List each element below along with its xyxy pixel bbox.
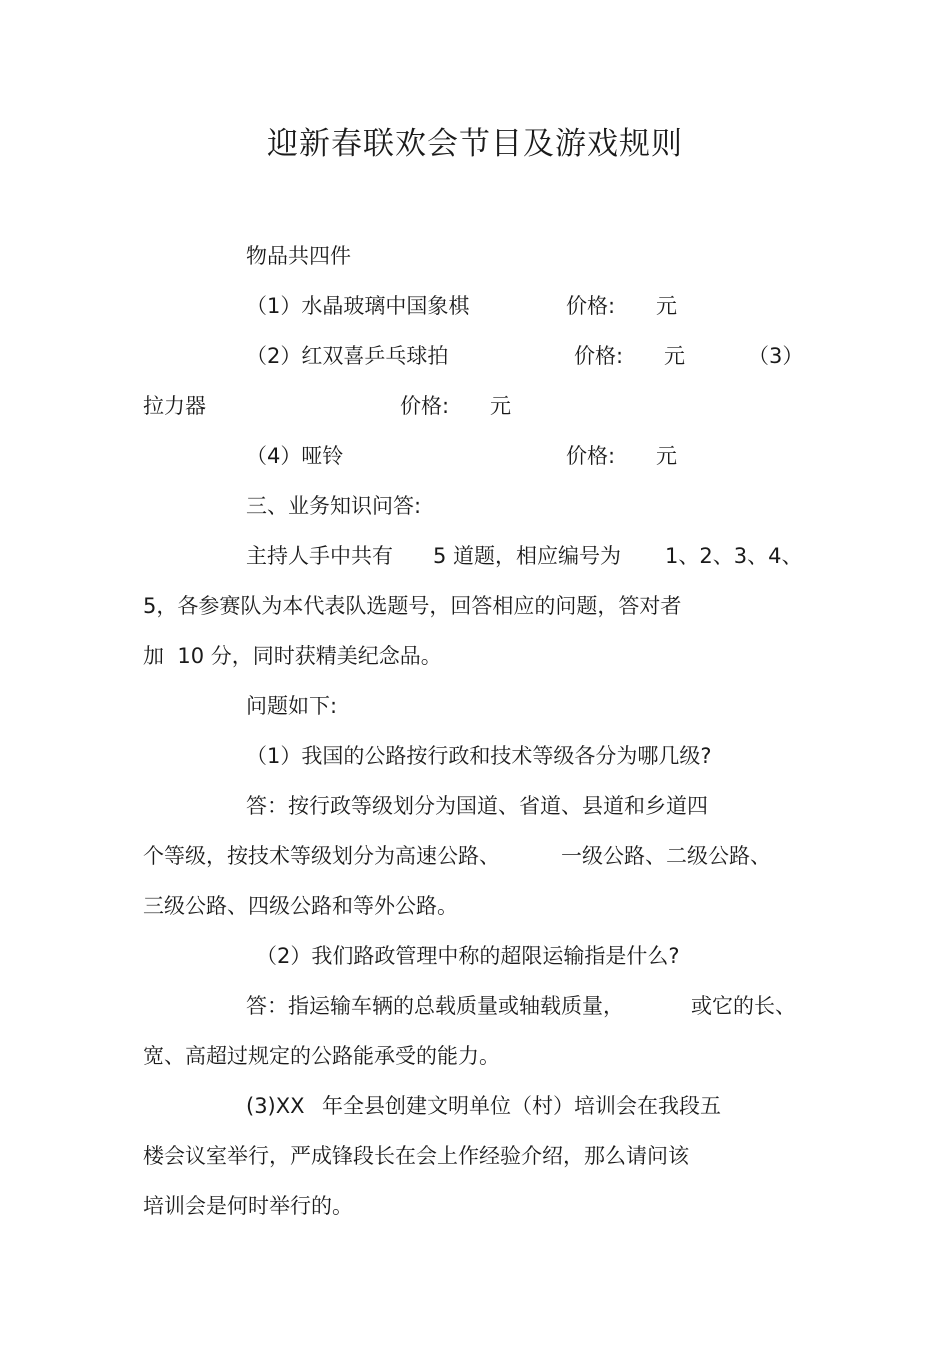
- rules-line-1b: 5 道题，相应编号为: [433, 544, 622, 568]
- rules-line-1a: 主持人手中共有: [246, 544, 393, 568]
- rules-line-3: 加 10 分，同时获精美纪念品。: [143, 644, 442, 668]
- question-3-line-2: 楼会议室举行，严成锋段长在会上作经验介绍，那么请问该: [143, 1144, 689, 1168]
- rules-line-1c: 1、2、3、4、: [665, 544, 803, 568]
- item-1-price-label: 价格:: [566, 294, 616, 318]
- item-2-label: （2）红双喜乒乓球拍: [246, 344, 449, 368]
- item-3-number: （3）: [748, 344, 804, 368]
- item-3-unit: 元: [490, 394, 511, 418]
- item-4-price-label: 价格:: [566, 444, 616, 468]
- item-4-unit: 元: [656, 444, 677, 468]
- items-heading: 物品共四件: [246, 244, 351, 268]
- question-3-line-1b: 年全县创建文明单位（村）培训会在我段五: [322, 1094, 721, 1118]
- answer-1-line-2a: 个等级，按技术等级划分为高速公路、: [143, 844, 500, 868]
- item-2-price-label: 价格:: [574, 344, 624, 368]
- answer-1-line-3: 三级公路、四级公路和等外公路。: [143, 894, 458, 918]
- item-1-label: （1）水晶玻璃中国象棋: [246, 294, 470, 318]
- answer-1-line-2b: 一级公路、二级公路、: [561, 844, 771, 868]
- question-1: （1）我国的公路按行政和技术等级各分为哪几级?: [246, 744, 712, 768]
- questions-heading: 问题如下:: [246, 694, 338, 718]
- answer-2-line-2: 宽、高超过规定的公路能承受的能力。: [143, 1044, 500, 1068]
- rules-line-2: 5，各参赛队为本代表队选题号，回答相应的问题，答对者: [143, 594, 682, 618]
- document-title: 迎新春联欢会节目及游戏规则: [267, 126, 683, 162]
- answer-2-line-1b: 或它的长、: [691, 994, 796, 1018]
- item-2-unit: 元: [664, 344, 685, 368]
- section-heading: 三、业务知识问答:: [246, 494, 422, 518]
- item-1-unit: 元: [656, 294, 677, 318]
- question-3-line-3: 培训会是何时举行的。: [143, 1194, 353, 1218]
- answer-2-line-1a: 答：指运输车辆的总载质量或轴载质量，: [246, 994, 624, 1018]
- question-3-line-1a: (3)XX: [246, 1094, 305, 1118]
- item-3-label: 拉力器: [143, 394, 206, 418]
- item-3-price-label: 价格:: [400, 394, 450, 418]
- item-4-label: （4）哑铃: [246, 444, 344, 468]
- question-2: （2）我们路政管理中称的超限运输指是什么?: [256, 944, 680, 968]
- answer-1-line-1: 答：按行政等级划分为国道、省道、县道和乡道四: [246, 794, 708, 818]
